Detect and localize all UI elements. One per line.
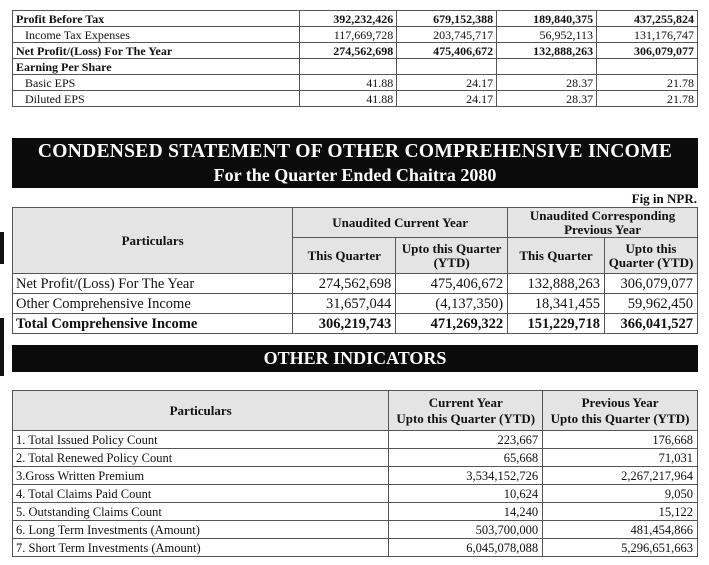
table-row <box>13 485 698 503</box>
current-value-cell: 3,534,152,726 <box>389 467 543 485</box>
row-label: 4. Total Claims Paid Count <box>13 485 389 503</box>
figure-unit-label: Fig in NPR. <box>631 191 697 206</box>
comprehensive-income-banner <box>12 138 698 188</box>
row-label: 3.Gross Written Premium <box>13 467 389 485</box>
value-cell: 475,406,672 <box>396 274 508 294</box>
profit-table <box>12 10 698 107</box>
table-row <box>13 43 698 59</box>
previous-value-cell: 176,668 <box>543 431 698 449</box>
current-value-cell: 10,624 <box>389 485 543 503</box>
table-row <box>13 91 698 107</box>
value-cell: 21.78 <box>597 91 698 107</box>
current-value-cell: 503,700,000 <box>389 521 543 539</box>
row-label: Profit Before Tax <box>13 11 300 27</box>
value-cell: 41.88 <box>300 75 397 91</box>
table-row <box>13 75 698 91</box>
row-label: 2. Total Renewed Policy Count <box>13 449 389 467</box>
header-this-quarter: This Quarter <box>293 238 396 274</box>
row-label: Net Profit/(Loss) For The Year <box>13 274 293 294</box>
banner-subtitle: For the Quarter Ended Chaitra 2080 <box>213 165 497 185</box>
table-row <box>13 59 698 75</box>
previous-value-cell: 9,050 <box>543 485 698 503</box>
value-cell: 28.37 <box>497 75 597 91</box>
value-cell: 274,562,698 <box>300 43 397 59</box>
header-previous-title: Previous Year <box>581 394 659 410</box>
current-value-cell: 14,240 <box>389 503 543 521</box>
value-cell: 392,232,426 <box>300 11 397 27</box>
banner-title: CONDENSED STATEMENT OF OTHER COMPREHENSIVE INCOME <box>37 141 673 162</box>
value-cell: 56,952,113 <box>497 27 597 43</box>
table-row <box>13 11 698 27</box>
value-cell: 132,888,263 <box>508 274 605 294</box>
row-label: 7. Short Term Investments (Amount) <box>13 539 389 557</box>
previous-value-cell: 15,122 <box>543 503 698 521</box>
row-label: 1. Total Issued Policy Count <box>13 431 389 449</box>
row-label: Diluted EPS <box>13 91 300 107</box>
previous-value-cell: 71,031 <box>543 449 698 467</box>
other-indicators-table <box>12 390 698 557</box>
current-value-cell: 6,045,078,088 <box>389 539 543 557</box>
table-row <box>13 274 698 294</box>
value-cell: 306,079,077 <box>597 43 698 59</box>
value-cell: 306,079,077 <box>605 274 698 294</box>
current-value-cell: 223,667 <box>389 431 543 449</box>
value-cell: 24.17 <box>397 91 497 107</box>
value-cell: 679,152,388 <box>397 11 497 27</box>
value-cell: 306,219,743 <box>293 314 396 334</box>
comprehensive-income-table <box>12 207 698 334</box>
value-cell: (4,137,350) <box>396 294 508 314</box>
table-row <box>13 431 698 449</box>
table-row <box>13 539 698 557</box>
row-label: 5. Outstanding Claims Count <box>13 503 389 521</box>
value-cell: 131,176,747 <box>597 27 698 43</box>
value-cell: 274,562,698 <box>293 274 396 294</box>
value-cell: 24.17 <box>397 75 497 91</box>
value-cell: 18,341,455 <box>508 294 605 314</box>
current-value-cell: 65,668 <box>389 449 543 467</box>
previous-value-cell: 5,296,651,663 <box>543 539 698 557</box>
table-row <box>13 467 698 485</box>
value-cell <box>497 59 597 75</box>
value-cell: 132,888,263 <box>497 43 597 59</box>
header-upto-quarter: Upto this Quarter (YTD) <box>396 238 508 274</box>
row-label: Other Comprehensive Income <box>13 294 293 314</box>
table-row <box>13 314 698 334</box>
value-cell: 203,745,717 <box>397 27 497 43</box>
previous-value-cell: 2,267,217,964 <box>543 467 698 485</box>
value-cell: 475,406,672 <box>397 43 497 59</box>
header-current-title: Current Year <box>428 394 503 410</box>
row-label: Net Profit/(Loss) For The Year <box>13 43 300 59</box>
table-row <box>13 521 698 539</box>
value-cell: 21.78 <box>597 75 698 91</box>
header-current-sub: Upto this Quarter (YTD) <box>396 410 536 426</box>
header-current-year <box>389 391 543 431</box>
header-previous-year: Unaudited Corresponding Previous Year <box>508 208 698 238</box>
row-label: Basic EPS <box>13 75 300 91</box>
header-previous-year <box>543 391 698 431</box>
table-row <box>13 449 698 467</box>
value-cell: 31,657,044 <box>293 294 396 314</box>
value-cell: 151,229,718 <box>508 314 605 334</box>
table-row <box>13 294 698 314</box>
row-label: Total Comprehensive Income <box>13 314 293 334</box>
value-cell <box>597 59 698 75</box>
previous-value-cell: 481,454,866 <box>543 521 698 539</box>
value-cell: 189,840,375 <box>497 11 597 27</box>
value-cell: 117,669,728 <box>300 27 397 43</box>
value-cell <box>397 59 497 75</box>
header-particulars: Particulars <box>13 208 293 274</box>
row-label: Income Tax Expenses <box>13 27 300 43</box>
value-cell: 366,041,527 <box>605 314 698 334</box>
row-label: Earning Per Share <box>13 59 300 75</box>
header-current-year: Unaudited Current Year <box>293 208 508 238</box>
value-cell: 28.37 <box>497 91 597 107</box>
header-particulars: Particulars <box>13 391 389 431</box>
row-label: 6. Long Term Investments (Amount) <box>13 521 389 539</box>
table-row <box>13 27 698 43</box>
value-cell: 41.88 <box>300 91 397 107</box>
value-cell: 437,255,824 <box>597 11 698 27</box>
header-previous-sub: Upto this Quarter (YTD) <box>550 410 690 426</box>
table-row <box>13 503 698 521</box>
header-upto-quarter: Upto this Quarter (YTD) <box>605 238 698 274</box>
edge-mark <box>0 232 4 264</box>
value-cell <box>300 59 397 75</box>
other-indicators-banner: OTHER INDICATORS <box>12 345 698 372</box>
value-cell: 471,269,322 <box>396 314 508 334</box>
edge-mark <box>0 318 4 376</box>
header-this-quarter: This Quarter <box>508 238 605 274</box>
value-cell: 59,962,450 <box>605 294 698 314</box>
